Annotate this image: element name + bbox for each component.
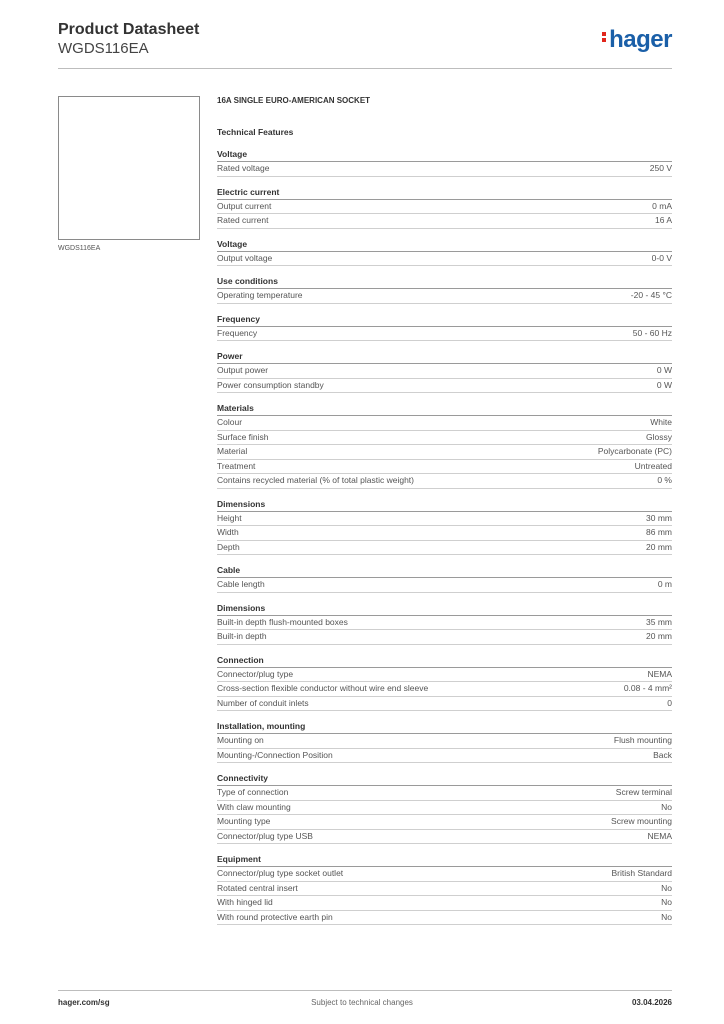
footer-note: Subject to technical changes: [311, 998, 413, 1007]
spec-section: [217, 499, 672, 556]
spec-value: 50 - 60 Hz: [632, 327, 672, 338]
hager-logo: [602, 26, 672, 54]
section-title: Connectivity: [217, 773, 672, 786]
spec-label: Height: [217, 512, 242, 523]
header-title: Product Datasheet: [58, 21, 200, 38]
spec-value: 86 mm: [646, 527, 672, 537]
spec-value: 0: [667, 697, 672, 708]
spec-value: No: [661, 882, 672, 893]
spec-row: [217, 911, 672, 926]
spec-value: No: [661, 897, 672, 907]
footer-date: 03.04.2026: [631, 998, 672, 1007]
spec-label: Built-in depth flush-mounted boxes: [217, 616, 348, 627]
spec-row: [217, 445, 672, 460]
spec-label: Cross-section flexible conductor without wire end sleeve: [217, 683, 429, 693]
header-divider: [58, 68, 672, 69]
spec-row: [217, 416, 672, 431]
spec-value: 250 V: [649, 163, 672, 173]
spec-section: [217, 854, 672, 925]
spec-section: [217, 403, 672, 489]
spec-row: [217, 162, 672, 177]
spec-row: [217, 697, 672, 712]
spec-value: 0.08 - 4 mm²: [623, 683, 672, 693]
spec-value: Flush mounting: [613, 735, 672, 745]
spec-section: [217, 239, 672, 267]
spec-value: White: [650, 417, 672, 427]
spec-label: Operating temperature: [217, 290, 303, 300]
spec-value: Polycarbonate (PC): [597, 446, 672, 456]
spec-value: Screw terminal: [615, 787, 672, 797]
spec-value: Untreated: [634, 460, 672, 471]
logo-dots-icon: [602, 30, 607, 44]
spec-row: [217, 882, 672, 897]
section-title: Equipment: [217, 854, 672, 867]
spec-row: [217, 252, 672, 267]
spec-content: [217, 90, 672, 925]
spec-section: [217, 603, 672, 645]
spec-row: [217, 896, 672, 911]
spec-value: 16 A: [654, 215, 672, 225]
section-title: Use conditions: [217, 276, 672, 289]
spec-value: No: [661, 801, 672, 812]
spec-row: [217, 512, 672, 527]
spec-label: Output power: [217, 365, 269, 375]
spec-value: 0 W: [656, 379, 672, 390]
spec-section: [217, 351, 672, 393]
spec-label: Rated current: [217, 215, 269, 225]
spec-row: [217, 734, 672, 749]
spec-row: [217, 460, 672, 475]
spec-value: 0 mA: [652, 200, 672, 211]
product-name: 16A SINGLE EURO-AMERICAN SOCKET: [217, 96, 371, 105]
spec-label: Built-in depth: [217, 631, 267, 641]
spec-label: With round protective earth pin: [217, 911, 333, 922]
spec-label: Power consumption standby: [217, 379, 324, 390]
spec-label: Output current: [217, 200, 272, 211]
spec-label: With claw mounting: [217, 801, 291, 812]
spec-row: [217, 541, 672, 556]
section-title: Voltage: [217, 149, 672, 162]
spec-label: Rated voltage: [217, 163, 270, 173]
footer-divider: [58, 990, 672, 991]
section-title: Frequency: [217, 314, 672, 327]
spec-value: 30 mm: [646, 512, 672, 523]
spec-label: Mounting type: [217, 816, 271, 826]
spec-row: [217, 431, 672, 446]
spec-section: [217, 187, 672, 229]
footer-website[interactable]: hager.com/sg: [58, 998, 110, 1007]
logo-text: hager: [609, 26, 672, 53]
spec-row: [217, 630, 672, 645]
spec-label: Cable length: [217, 579, 265, 589]
spec-label: Mounting on: [217, 735, 264, 745]
product-image: [58, 96, 200, 240]
spec-label: With hinged lid: [217, 897, 273, 907]
spec-value: Screw mounting: [611, 816, 672, 826]
features-title: Technical Features: [217, 127, 294, 137]
spec-row: [217, 801, 672, 816]
section-title: Voltage: [217, 239, 672, 252]
spec-row: [217, 578, 672, 593]
section-title: Materials: [217, 403, 672, 416]
section-title: Electric current: [217, 187, 672, 200]
spec-row: [217, 616, 672, 631]
spec-value: 0 %: [657, 475, 672, 485]
spec-row: [217, 830, 672, 845]
spec-label: Connector/plug type: [217, 668, 294, 679]
section-title: Dimensions: [217, 499, 672, 512]
spec-row: [217, 214, 672, 229]
spec-value: No: [661, 911, 672, 922]
spec-value: Back: [653, 749, 672, 760]
spec-section: [217, 276, 672, 304]
spec-value: 20 mm: [646, 541, 672, 552]
spec-value: NEMA: [647, 668, 672, 679]
spec-row: [217, 526, 672, 541]
spec-row: [217, 327, 672, 342]
spec-label: Rotated central insert: [217, 882, 298, 893]
spec-section: [217, 773, 672, 844]
spec-label: Material: [217, 446, 248, 456]
spec-value: British Standard: [611, 868, 672, 878]
spec-row: [217, 815, 672, 830]
spec-label: Number of conduit inlets: [217, 697, 309, 708]
spec-value: 35 mm: [646, 616, 672, 627]
spec-row: [217, 289, 672, 304]
spec-value: 0-0 V: [651, 252, 672, 263]
header-subtitle: WGDS116EA: [58, 40, 149, 57]
spec-label: Depth: [217, 541, 240, 552]
spec-label: Contains recycled material (% of total plastic weight): [217, 475, 414, 485]
spec-section: [217, 149, 672, 177]
spec-row: [217, 749, 672, 764]
spec-row: [217, 867, 672, 882]
spec-label: Frequency: [217, 327, 258, 338]
spec-value: 0 W: [656, 365, 672, 375]
spec-label: Treatment: [217, 460, 256, 471]
spec-label: Width: [217, 527, 239, 537]
spec-label: Connector/plug type USB: [217, 830, 313, 841]
spec-section: [217, 565, 672, 593]
spec-section: [217, 721, 672, 763]
spec-label: Output voltage: [217, 252, 273, 263]
spec-value: Glossy: [646, 431, 672, 442]
spec-label: Type of connection: [217, 787, 289, 797]
spec-section: [217, 655, 672, 712]
spec-value: 20 mm: [646, 631, 672, 641]
spec-sections: [217, 149, 672, 925]
spec-value: NEMA: [647, 830, 672, 841]
spec-value: -20 - 45 °C: [630, 290, 672, 300]
spec-row: [217, 682, 672, 697]
section-title: Dimensions: [217, 603, 672, 616]
spec-row: [217, 364, 672, 379]
spec-value: 0 m: [657, 579, 672, 589]
section-title: Cable: [217, 565, 672, 578]
spec-label: Colour: [217, 417, 243, 427]
section-title: Installation, mounting: [217, 721, 672, 734]
spec-label: Connector/plug type socket outlet: [217, 868, 344, 878]
spec-row: [217, 200, 672, 215]
spec-row: [217, 474, 672, 489]
spec-label: Surface finish: [217, 431, 269, 442]
spec-row: [217, 379, 672, 394]
spec-section: [217, 314, 672, 342]
spec-row: [217, 786, 672, 801]
product-image-caption: WGDS116EA: [58, 245, 101, 252]
section-title: Connection: [217, 655, 672, 668]
spec-label: Mounting-/Connection Position: [217, 749, 333, 760]
section-title: Power: [217, 351, 672, 364]
spec-row: [217, 668, 672, 683]
